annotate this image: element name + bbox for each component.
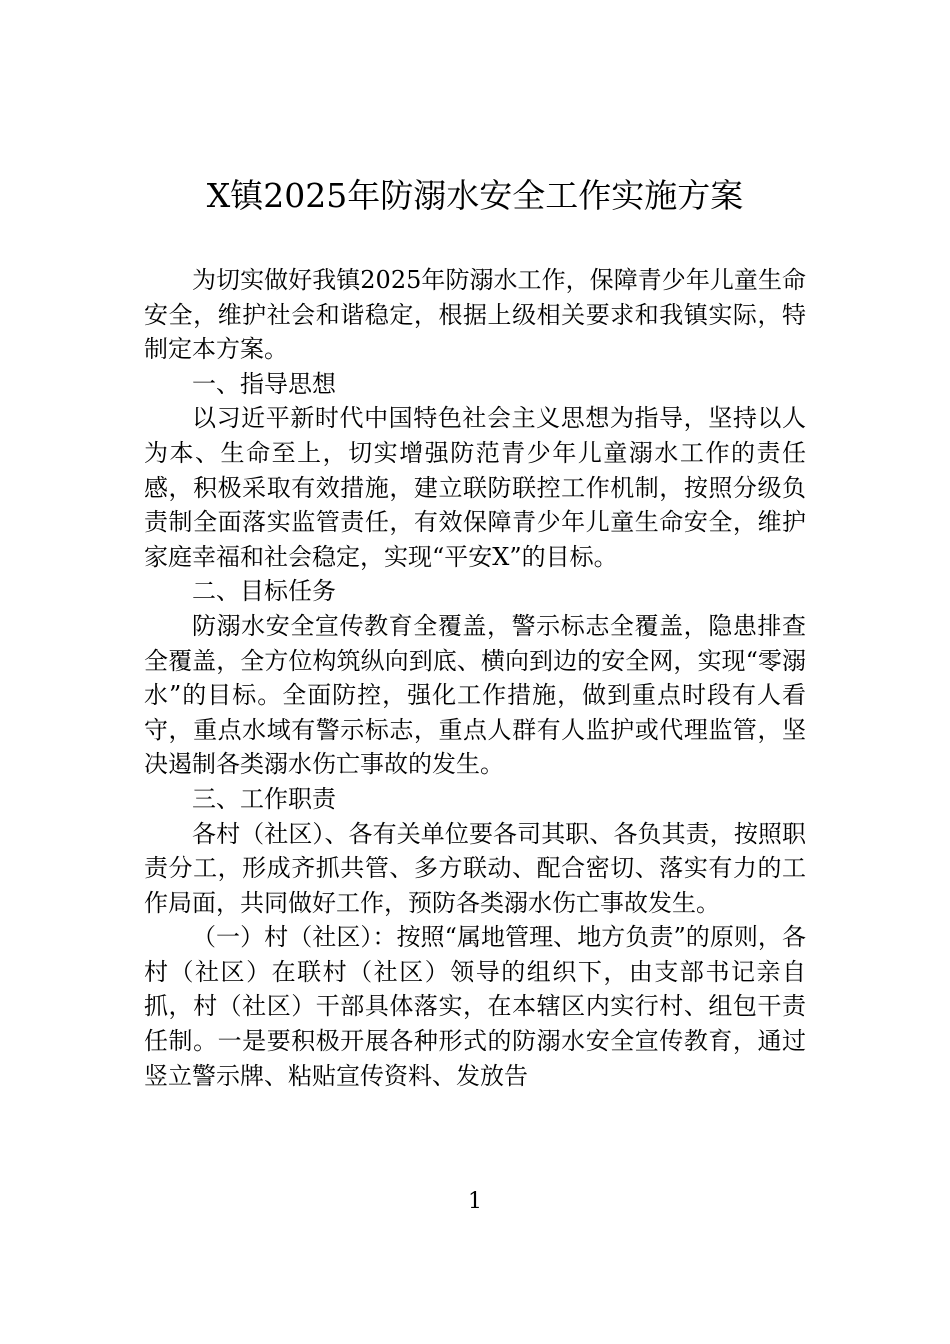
- paragraph-responsibilities: 各村（社区）、各有关单位要各司其职、各负其责，按照职责分工，形成齐抓共管、多方联动、配合密切、落实有力的工作局面，共同做好工作，预防各类溺水伤亡事故发生。: [144, 819, 806, 917]
- paragraph-intro: 为切实做好我镇2025年防溺水工作，保障青少年儿童生命安全，维护社会和谐稳定，根据上级相关要求和我镇实际，特制定本方案。: [144, 266, 806, 364]
- paragraph-goals: 防溺水安全宣传教育全覆盖，警示标志全覆盖，隐患排查全覆盖，全方位构筑纵向到底、横向到边的安全网，实现“零溺水”的目标。全面防控，强化工作措施，做到重点时段有人看守，重点水域有警示标志，重点人群有人监护或代理监管，坚决遏制各类溺水伤亡事故的发生。: [144, 611, 806, 779]
- page-number: 1: [468, 1189, 482, 1214]
- heading-guiding-thought: 一、指导思想: [192, 369, 336, 398]
- document-body: [144, 263, 806, 1093]
- heading-responsibilities: 三、工作职责: [192, 784, 336, 813]
- paragraph-village-community: （一）村（社区）：按照“属地管理、地方负责”的原则，各村（社区）在联村（社区）领导的组织下，由支部书记亲自抓，村（社区）干部具体落实，在本辖区内实行村、组包干责任制。一是要积极开展各种形式的防溺水安全宣传教育，通过竖立警示牌、粘贴宣传资料、发放告: [144, 923, 806, 1090]
- heading-goals: 二、目标任务: [192, 577, 336, 606]
- paragraph-guiding-thought: 以习近平新时代中国特色社会主义思想为指导，坚持以人为本、生命至上，切实增强防范青少年儿童溺水工作的责任感，积极采取有效措施，建立联防联控工作机制，按照分级负责制全面落实监管责任，有效保障青少年儿童生命安全，维护家庭幸福和社会稳定，实现“平安X”的目标。: [144, 404, 806, 571]
- document-title: X镇2025年防溺水安全工作实施方案: [206, 176, 744, 215]
